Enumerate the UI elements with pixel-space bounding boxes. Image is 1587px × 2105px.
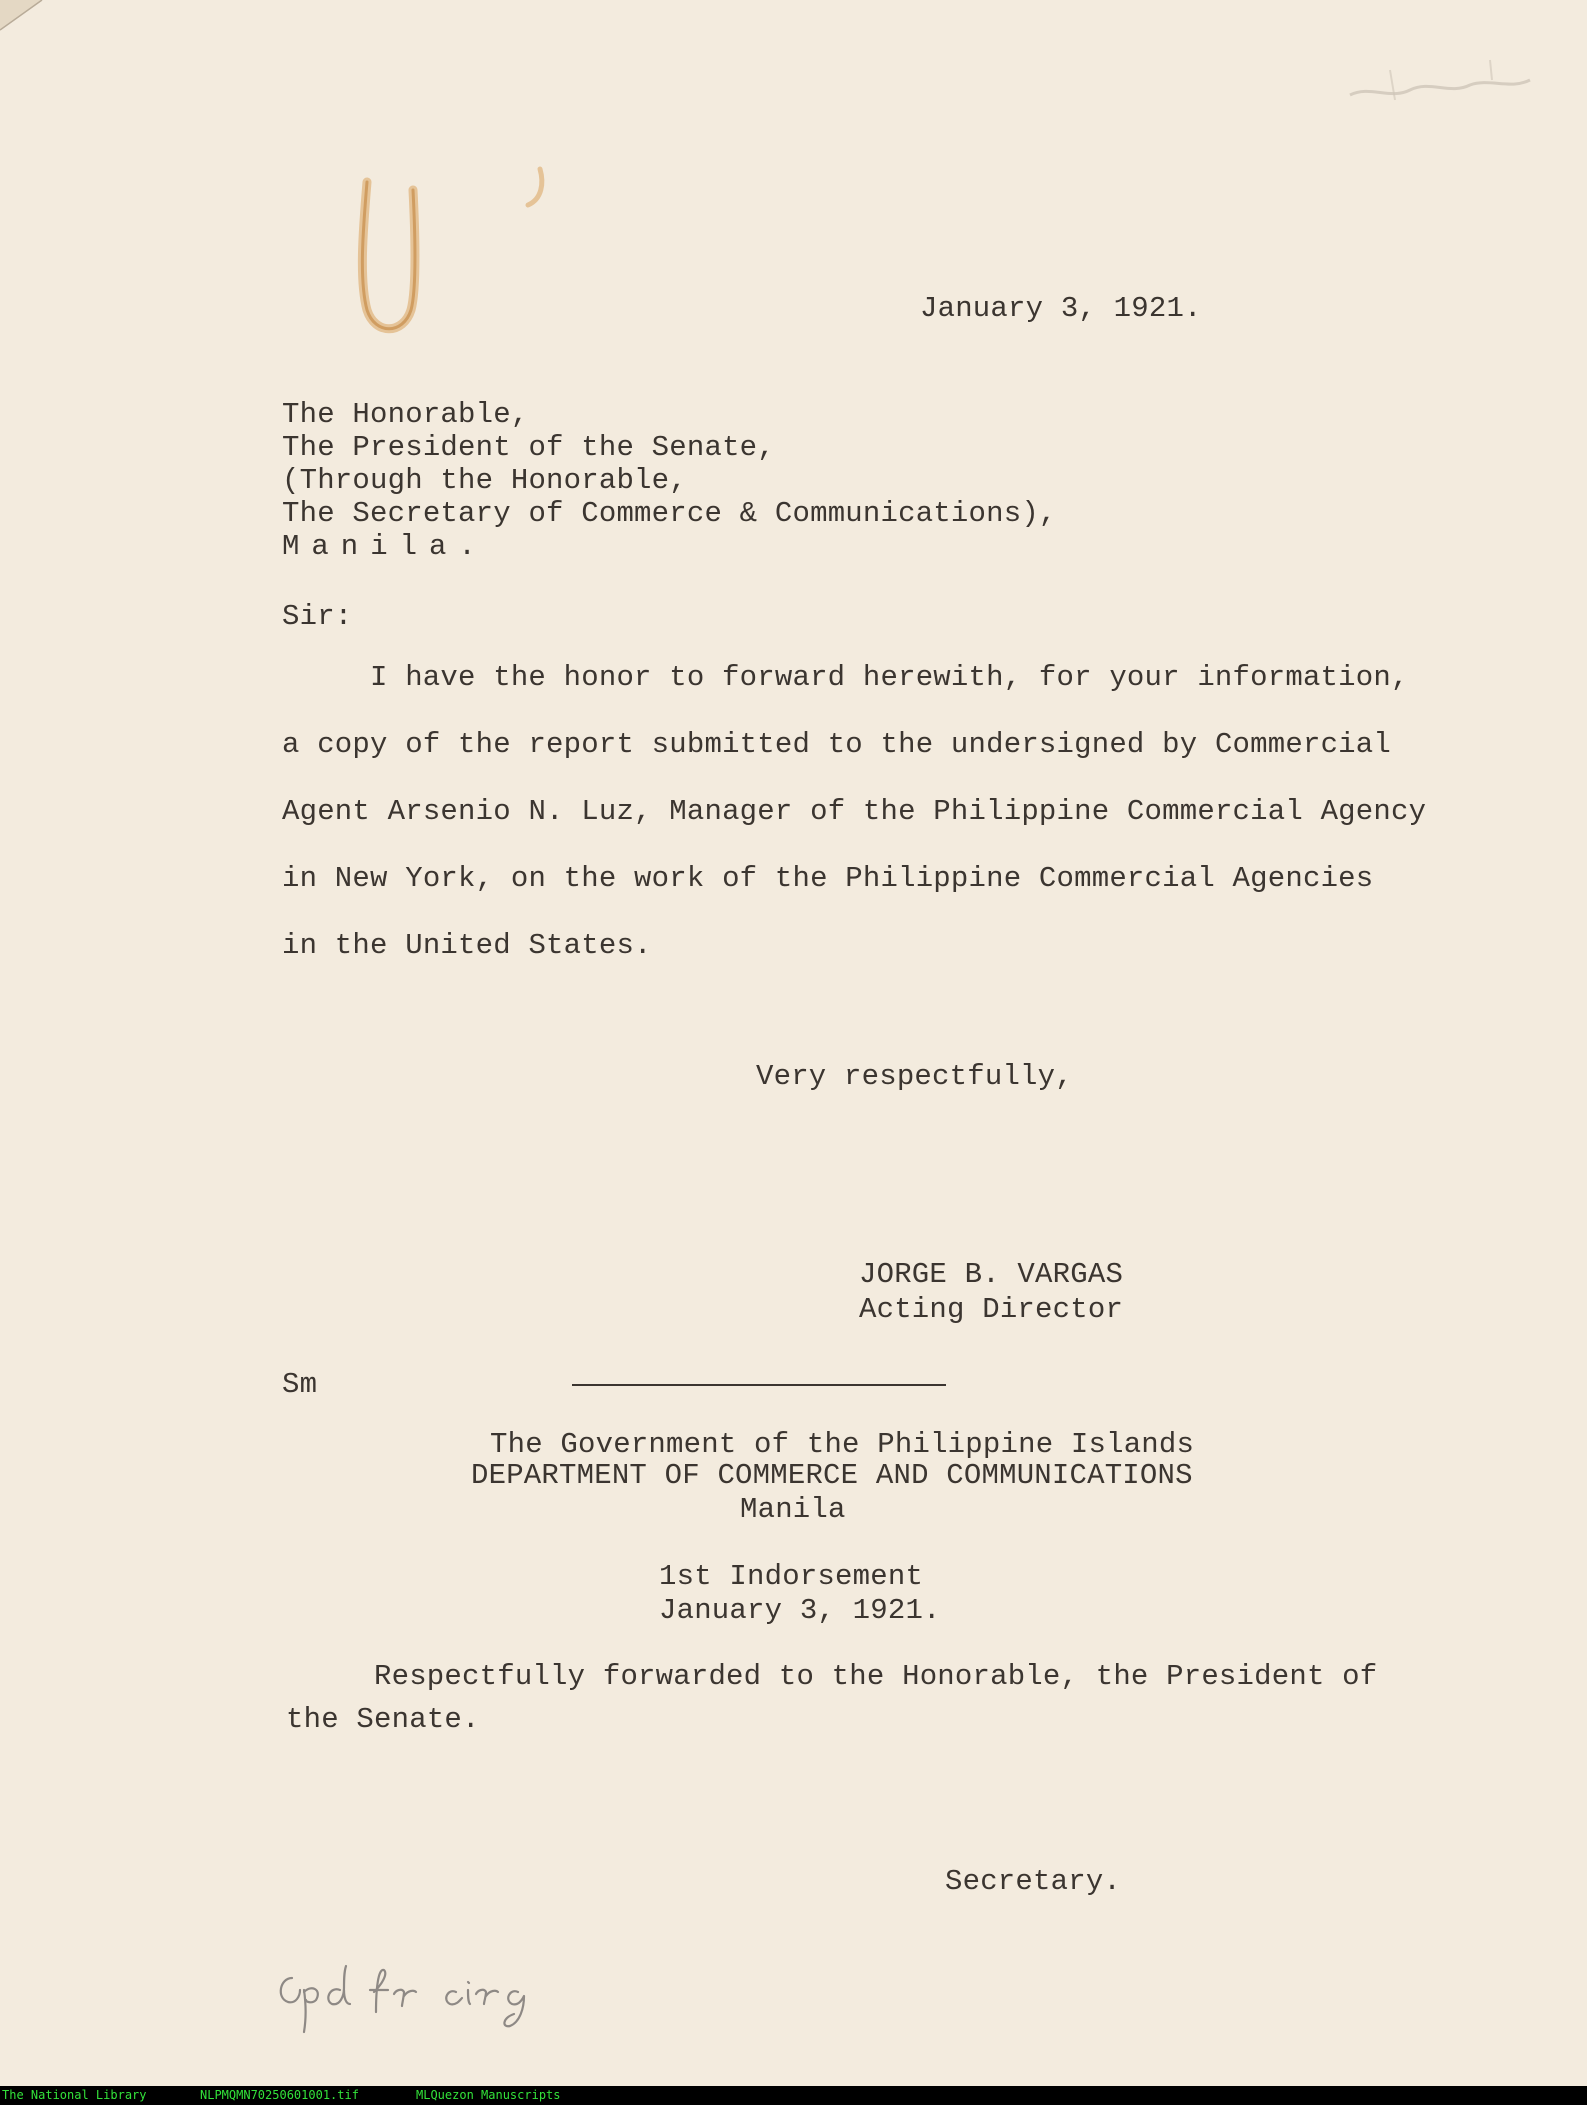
signatory-title: Acting Director bbox=[859, 1293, 1124, 1326]
indorsement-signature-title: Secretary. bbox=[945, 1865, 1122, 1898]
indorsement-date: January 3, 1921. bbox=[659, 1594, 941, 1627]
indorsement-heading: DEPARTMENT OF COMMERCE AND COMMUNICATIONS bbox=[471, 1459, 1193, 1492]
address-line: The Secretary of Commerce & Communications), bbox=[282, 497, 1057, 530]
footer-library: The National Library bbox=[2, 2088, 147, 2102]
paper-clip-stain bbox=[345, 170, 435, 340]
body-line: I have the honor to forward herewith, for your information, bbox=[370, 661, 1409, 694]
separator-rule bbox=[572, 1384, 946, 1386]
indorsement-heading: Manila bbox=[740, 1493, 846, 1526]
faint-pencil-mark bbox=[1340, 40, 1540, 140]
rust-mark bbox=[520, 165, 560, 215]
signatory-name: JORGE B. VARGAS bbox=[859, 1258, 1124, 1291]
handwritten-note bbox=[270, 1960, 590, 2040]
folded-corner bbox=[0, 0, 60, 60]
body-line: in New York, on the work of the Philippine Commercial Agencies bbox=[282, 862, 1374, 895]
address-line: The Honorable, bbox=[282, 398, 529, 431]
body-line: Agent Arsenio N. Luz, Manager of the Philippine Commercial Agency bbox=[282, 795, 1427, 828]
body-line: a copy of the report submitted to the undersigned by Commercial bbox=[282, 728, 1391, 761]
letter-date: January 3, 1921. bbox=[920, 292, 1202, 325]
archive-footer-bar bbox=[0, 2086, 1587, 2105]
footer-collection: MLQuezon Manuscripts bbox=[416, 2088, 561, 2102]
indorsement-body-line: the Senate. bbox=[286, 1703, 480, 1736]
typist-initials: Sm bbox=[282, 1368, 318, 1401]
address-line: (Through the Honorable, bbox=[282, 464, 687, 497]
address-line: The President of the Senate, bbox=[282, 431, 775, 464]
indorsement-heading: The Government of the Philippine Islands bbox=[490, 1428, 1195, 1461]
body-line: in the United States. bbox=[282, 929, 652, 962]
indorsement-label: 1st Indorsement bbox=[659, 1560, 924, 1593]
address-city: Manila. bbox=[282, 530, 488, 563]
salutation: Sir: bbox=[282, 600, 353, 633]
indorsement-body-line: Respectfully forwarded to the Honorable, the President of bbox=[374, 1660, 1378, 1693]
footer-filename: NLPMQMN70250601001.tif bbox=[200, 2088, 359, 2102]
closing: Very respectfully, bbox=[756, 1060, 1073, 1093]
